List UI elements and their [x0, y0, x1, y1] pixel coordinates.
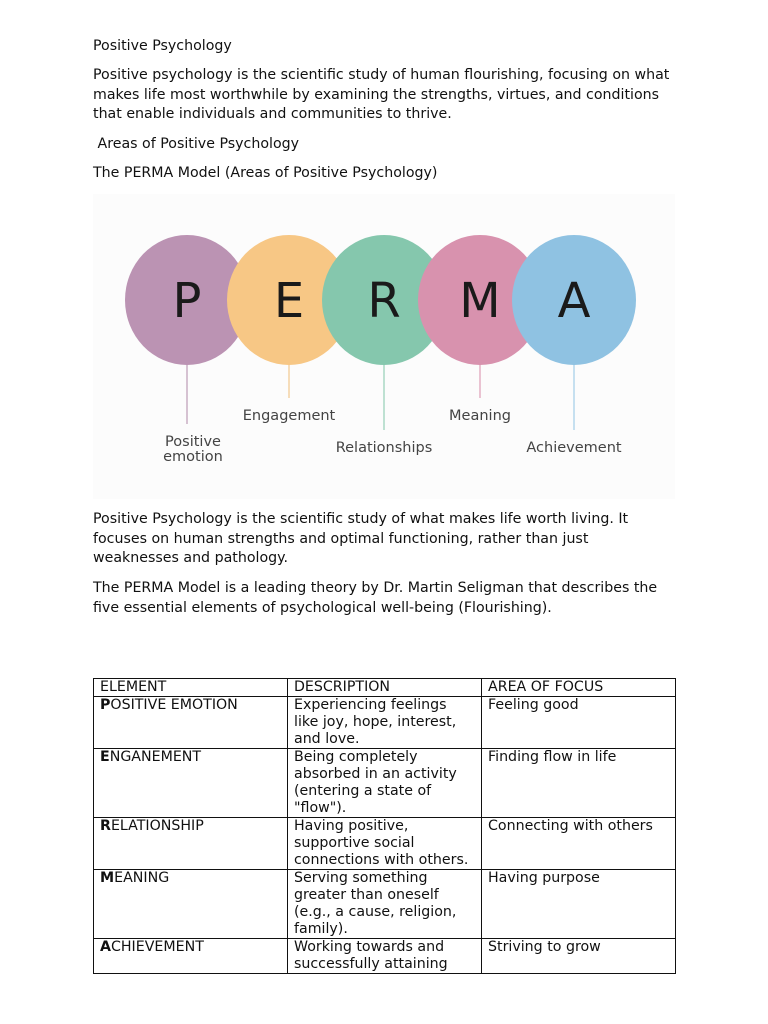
- header-description: DESCRIPTION: [288, 679, 482, 697]
- perma-diagram-svg: [93, 194, 675, 499]
- element-initial: P: [100, 697, 111, 713]
- description-cell: [288, 939, 482, 974]
- element-rest: NGANEMENT: [109, 749, 202, 765]
- element-rest: OSITIVE EMOTION: [110, 697, 238, 713]
- document-title: Positive Psychology: [93, 38, 232, 54]
- paragraph-perma-model: The PERMA Model is a leading theory by Dr. Martin Seligman that describes the five essential elements of psychological well-being (Flourishing).: [93, 580, 658, 616]
- label-relationships: Relationships: [335, 440, 433, 456]
- letter-m: M: [459, 273, 501, 329]
- paragraph-definition: Positive Psychology is the scientific study of what makes life worth living. It focuses on human strengths and optimal functioning, rather than just weaknesses and pathology.: [93, 511, 629, 567]
- element-cell: [94, 939, 288, 974]
- letter-a: A: [557, 273, 591, 329]
- table-row: [94, 939, 676, 974]
- focus-cell: Having purpose: [482, 870, 676, 939]
- element-initial: M: [100, 870, 115, 886]
- element-rest: ELATIONSHIP: [110, 818, 204, 834]
- areas-heading: Areas of Positive Psychology: [93, 136, 300, 152]
- element-initial: E: [100, 749, 110, 765]
- description-cell: Experiencing feelings like joy, hope, interest, and love.: [288, 697, 482, 749]
- element-cell: [94, 697, 288, 749]
- description-cell: Having positive, supportive social connections with others.: [288, 818, 482, 870]
- element-rest: EANING: [114, 870, 170, 886]
- focus-cell: Feeling good: [482, 697, 676, 749]
- letter-e: E: [273, 273, 305, 329]
- focus-cell: Connecting with others: [482, 818, 676, 870]
- element-initial: A: [100, 939, 111, 955]
- element-cell: [94, 749, 288, 818]
- label-engagement: Engagement: [242, 408, 336, 424]
- focus-cell: Striving to grow: [482, 939, 676, 974]
- description-text: Working towards and successfully attaining: [294, 939, 448, 972]
- element-cell: [94, 870, 288, 939]
- perma-heading: The PERMA Model (Areas of Positive Psychology): [93, 165, 438, 181]
- letter-p: P: [172, 273, 202, 329]
- description-cell: Serving something greater than oneself (e.g., a cause, religion, family).: [288, 870, 482, 939]
- table-row: [94, 870, 676, 939]
- description-cell: Being completely absorbed in an activity (entering a state of "flow").: [288, 749, 482, 818]
- label-achievement: Achievement: [526, 440, 622, 456]
- perma-diagram: [93, 194, 675, 499]
- element-initial: R: [100, 818, 111, 834]
- perma-table: [93, 678, 676, 974]
- element-cell: [94, 818, 288, 870]
- table-row: [94, 697, 676, 749]
- table-row: [94, 749, 676, 818]
- table-header-row: [94, 679, 676, 697]
- label-positive-emotion: emotion: [163, 449, 223, 465]
- focus-cell: Finding flow in life: [482, 749, 676, 818]
- intro-paragraph: Positive psychology is the scientific study of human flourishing, focusing on what makes life most worthwhile by examining the strengths, virtues, and conditions that enable individuals and communities to thrive.: [93, 67, 670, 123]
- table-row: [94, 818, 676, 870]
- header-area-of-focus: AREA OF FOCUS: [482, 679, 676, 697]
- letter-r: R: [367, 273, 401, 329]
- label-positive-emotion: Positive: [165, 434, 221, 450]
- label-meaning: Meaning: [449, 408, 511, 424]
- element-rest: CHIEVEMENT: [110, 939, 204, 955]
- header-element: ELEMENT: [94, 679, 288, 697]
